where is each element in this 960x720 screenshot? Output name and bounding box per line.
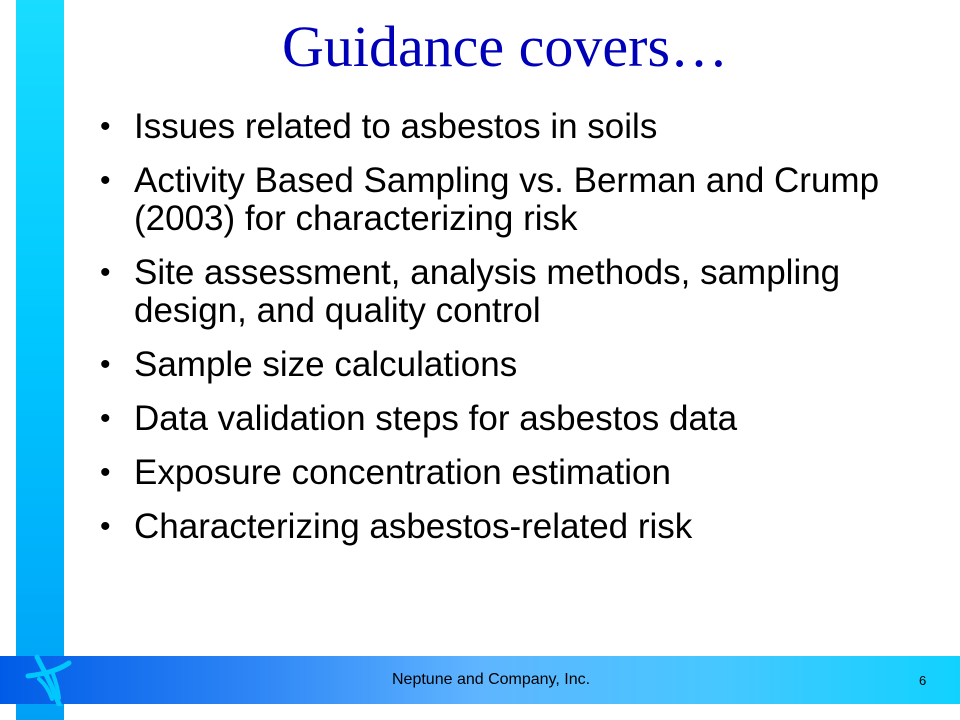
bullet-text: Exposure concentration estimation <box>134 453 671 492</box>
bullet-marker: • <box>100 256 111 289</box>
bullet-item <box>100 400 900 438</box>
bullet-marker: • <box>100 164 111 197</box>
bullet-marker: • <box>100 456 111 489</box>
bullet-text: Sample size calculations <box>134 345 518 384</box>
bullet-text: Issues related to asbestos in soils <box>134 107 658 146</box>
bullet-text: Characterizing asbestos-related risk <box>134 507 693 546</box>
bullet-marker: • <box>100 348 111 381</box>
bullet-item <box>100 162 900 238</box>
bullet-list <box>100 108 900 562</box>
footer-company-name: Neptune and Company, Inc. <box>392 671 591 688</box>
bullet-marker: • <box>100 402 111 435</box>
bullet-marker: • <box>100 510 111 543</box>
bullet-marker: • <box>100 110 111 143</box>
bullet-text: Activity Based Sampling vs. Berman and Crump (2003) for characterizing risk <box>134 161 880 238</box>
slide-title: Guidance covers… <box>281 14 729 79</box>
left-accent-bar <box>16 0 64 720</box>
bullet-item <box>100 454 900 492</box>
bullet-text: Data validation steps for asbestos data <box>134 399 738 438</box>
bullet-item <box>100 346 900 384</box>
page-number: 6 <box>919 673 927 688</box>
bullet-text: Site assessment, analysis methods, sampling design, and quality control <box>134 253 841 330</box>
neptune-trident-logo-icon <box>18 650 72 706</box>
bullet-item <box>100 108 900 146</box>
bullet-item <box>100 508 900 546</box>
bullet-item <box>100 254 900 330</box>
